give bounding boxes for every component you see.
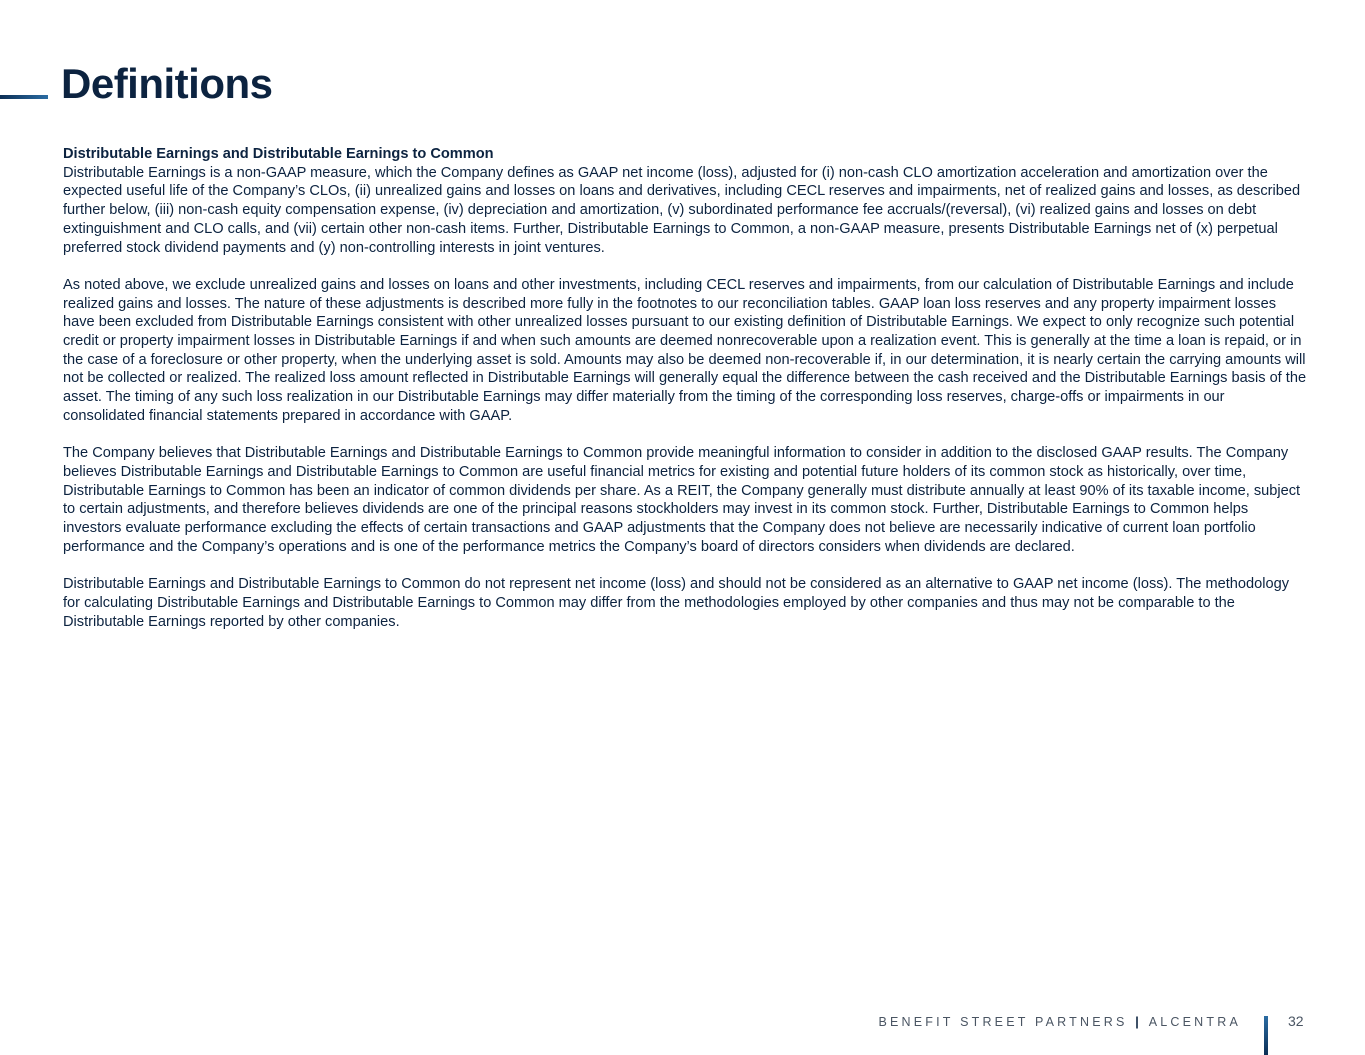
- footer-brand-separator: |: [1135, 1015, 1139, 1029]
- paragraph-unrealized-gains: As noted above, we exclude unrealized gains and losses on loans and other investments, including CECL reserves and impairments, from our calculation of Distributable Earnings and include realized gains and losses. The nature of these adjustments is described more fully in the footnotes to our reconciliation tables. GAAP loan loss reserves and any property impairment losses have been excluded from Distributable Earnings consistent with other unrealized losses pursuant to our existing definition of Distributable Earnings. We expect to only recognize such potential credit or property impairment losses in Distributable Earnings if and when such amounts are deemed nonrecoverable upon a realization event. This is generally at the time a loan is repaid, or in the case of a foreclosure or other property, when the underlying asset is sold. Amounts may also be deemed non-recoverable if, in our determination, it is nearly certain the carrying amounts will not be collected or realized. The realized loss amount reflected in Distributable Earnings will generally equal the difference between the cash received and the Distributable Earnings basis of the asset. The timing of any such loss realization in our Distributable Earnings may differ materially from the timing of the corresponding loss reserves, charge-offs or impairments in our consolidated financial statements prepared in accordance with GAAP.: [63, 276, 1307, 424]
- definitions-content: [63, 145, 1308, 650]
- footer-divider-bar: [1264, 1016, 1268, 1055]
- paragraph-usefulness: The Company believes that Distributable Earnings and Distributable Earnings to Common provide meaningful information to consider in addition to the disclosed GAAP results. The Company believes Distributable Earnings and Distributable Earnings to Common are useful financial metrics for existing and potential future holders of its common stock as historically, over time, Distributable Earnings to Common has been an indicator of common dividends per share. As a REIT, the Company generally must distribute annually at least 90% of its taxable income, subject to certain adjustments, and therefore believes dividends are one of the principal reasons stockholders may invest in its common stock. Further, Distributable Earnings to Common helps investors evaluate performance excluding the effects of certain transactions and GAAP adjustments that the Company does not believe are necessarily indicative of current loan portfolio performance and the Company’s operations and is one of the performance metrics the Company’s board of directors considers when dividends are declared.: [63, 445, 1301, 555]
- page-title: Definitions: [61, 60, 273, 107]
- page-number: 32: [1288, 1013, 1304, 1029]
- section-heading: Distributable Earnings and Distributable Earnings to Common: [63, 146, 494, 162]
- title-accent-line: [0, 95, 48, 99]
- footer-brand: [878, 1015, 1241, 1029]
- footer-brand-left: BENEFIT STREET PARTNERS: [878, 1015, 1128, 1029]
- footer-brand-right: ALCENTRA: [1148, 1015, 1241, 1029]
- paragraph-de-definition: Distributable Earnings is a non-GAAP measure, which the Company defines as GAAP net income (loss), adjusted for (i) non-cash CLO amortization acceleration and amortization over the expected useful life of the Company’s CLOs, (ii) unrealized gains and losses on loans and derivatives, including CECL reserves and impairments, net of realized gains and losses, as described further below, (iii) non-cash equity compensation expense, (iv) depreciation and amortization, (v) subordinated performance fee accruals/(reversal), (vi) realized gains and losses on debt extinguishment and CLO calls, and (vii) certain other non-cash items. Further, Distributable Earnings to Common, a non-GAAP measure, presents Distributable Earnings net of (x) perpetual preferred stock dividend payments and (y) non-controlling interests in joint ventures.: [63, 164, 1301, 256]
- paragraph-limitations: Distributable Earnings and Distributable Earnings to Common do not represent net income (loss) and should not be considered as an alternative to GAAP net income (loss). The methodology for calculating Distributable Earnings and Distributable Earnings to Common may differ from the methodologies employed by other companies and thus may not be comparable to the Distributable Earnings reported by other companies.: [63, 576, 1290, 630]
- page-footer: [0, 1010, 1365, 1055]
